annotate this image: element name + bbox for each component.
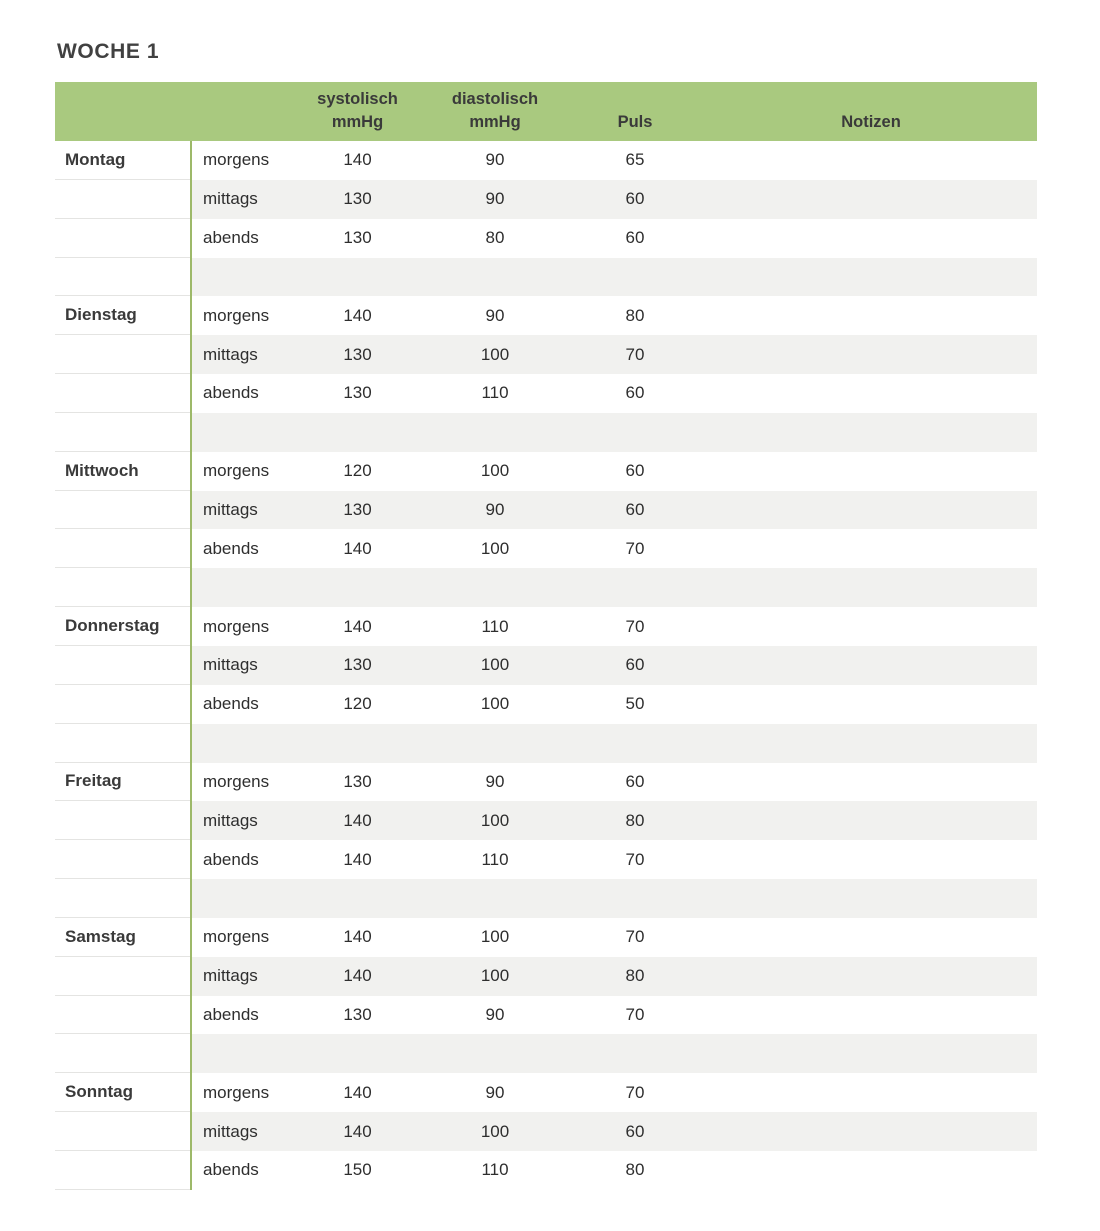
table-row <box>55 646 1037 685</box>
header-diastolic-unit: mmHg <box>469 112 521 131</box>
day-cell-empty <box>55 219 190 258</box>
systolic-value: 140 <box>343 849 372 869</box>
systolic-value: 130 <box>343 771 372 791</box>
table-row <box>55 374 1037 413</box>
separator-cell <box>190 413 290 452</box>
pulse-value: 60 <box>625 771 645 791</box>
time-label: morgens <box>190 763 290 802</box>
diastolic-value: 100 <box>480 461 510 481</box>
systolic-value: 130 <box>343 228 372 248</box>
header-systolic-label: systolisch <box>317 90 398 109</box>
day-label: Montag <box>55 141 190 180</box>
notes-cell <box>705 801 1037 840</box>
pulse-value: 70 <box>565 335 705 374</box>
time-label: abends <box>190 685 290 724</box>
systolic-value: 140 <box>343 927 372 947</box>
day-cell-empty <box>55 180 190 219</box>
day-cell-empty <box>55 801 190 840</box>
day-cell-empty <box>55 1034 190 1073</box>
separator-cell <box>290 568 425 607</box>
day-cell-empty <box>55 491 190 530</box>
notes-cell <box>705 1112 1037 1151</box>
day-cell-empty <box>55 646 190 685</box>
pulse-value: 70 <box>625 1004 645 1024</box>
pulse-value: 70 <box>625 927 645 947</box>
diastolic-value: 100 <box>480 538 510 558</box>
time-label: abends <box>190 840 290 879</box>
systolic-value: 140 <box>343 1082 372 1102</box>
notes-cell <box>705 918 1037 957</box>
header-notes-label: Notizen <box>841 112 901 131</box>
day-label: Donnerstag <box>55 607 190 646</box>
day-cell-empty <box>55 335 190 374</box>
pulse-value: 70 <box>625 1082 645 1102</box>
table-row <box>55 335 1037 374</box>
table-header <box>55 82 1037 141</box>
separator-cell <box>565 258 705 297</box>
header-day-spacer <box>55 82 190 141</box>
separator-cell <box>705 724 1037 763</box>
table-row <box>55 141 1037 180</box>
notes-cell <box>705 141 1037 180</box>
separator-cell <box>190 568 290 607</box>
day-cell-empty <box>55 1112 190 1151</box>
time-label: mittags <box>190 491 290 530</box>
day-cell-empty <box>55 957 190 996</box>
separator-cell <box>705 413 1037 452</box>
separator-cell <box>290 413 425 452</box>
separator-cell <box>425 413 565 452</box>
pulse-value: 60 <box>565 180 705 219</box>
notes-cell <box>705 374 1037 413</box>
day-label: Freitag <box>55 763 190 802</box>
notes-cell <box>705 996 1037 1035</box>
day-label: Mittwoch <box>55 452 190 491</box>
separator-row <box>55 879 1037 918</box>
notes-cell <box>705 452 1037 491</box>
diastolic-value: 100 <box>480 927 510 947</box>
diastolic-value: 90 <box>485 1004 505 1024</box>
table-row <box>55 1112 1037 1151</box>
notes-cell <box>705 646 1037 685</box>
separator-row <box>55 724 1037 763</box>
table-row <box>55 996 1037 1035</box>
day-cell-empty <box>55 1151 190 1190</box>
systolic-value: 140 <box>343 616 372 636</box>
table-row <box>55 801 1037 840</box>
notes-cell <box>705 1151 1037 1190</box>
day-cell-empty <box>55 724 190 763</box>
table-row <box>55 957 1037 996</box>
table-row <box>55 1073 1037 1112</box>
systolic-value: 120 <box>343 461 372 481</box>
table-row <box>55 219 1037 258</box>
time-label: mittags <box>190 335 290 374</box>
diastolic-value: 90 <box>425 180 565 219</box>
header-pulse <box>565 82 705 141</box>
table-row <box>55 529 1037 568</box>
systolic-value: 140 <box>290 1112 425 1151</box>
header-notes <box>705 82 1037 141</box>
diastolic-value: 80 <box>485 228 505 248</box>
day-label: Dienstag <box>55 296 190 335</box>
separator-cell <box>425 879 565 918</box>
pulse-value: 80 <box>565 957 705 996</box>
diastolic-value: 100 <box>425 1112 565 1151</box>
separator-cell <box>705 1034 1037 1073</box>
separator-row <box>55 413 1037 452</box>
pulse-value: 70 <box>625 616 645 636</box>
day-cell-empty <box>55 529 190 568</box>
table-row <box>55 685 1037 724</box>
day-cell-empty <box>55 258 190 297</box>
header-systolic <box>290 82 425 141</box>
separator-cell <box>290 1034 425 1073</box>
notes-cell <box>705 180 1037 219</box>
separator-cell <box>565 568 705 607</box>
table-body <box>55 141 1037 1190</box>
diastolic-value: 100 <box>425 335 565 374</box>
pulse-value: 80 <box>565 801 705 840</box>
notes-cell <box>705 607 1037 646</box>
day-cell-empty <box>55 840 190 879</box>
systolic-value: 140 <box>343 305 372 325</box>
time-label: mittags <box>190 957 290 996</box>
table-row <box>55 840 1037 879</box>
systolic-value: 140 <box>343 538 372 558</box>
diastolic-value: 90 <box>485 305 505 325</box>
time-label: abends <box>190 996 290 1035</box>
systolic-value: 130 <box>290 335 425 374</box>
separator-cell <box>290 724 425 763</box>
systolic-value: 150 <box>343 1160 372 1180</box>
page-title: WOCHE 1 <box>57 40 160 63</box>
separator-cell <box>705 258 1037 297</box>
notes-cell <box>705 1073 1037 1112</box>
notes-cell <box>705 957 1037 996</box>
separator-cell <box>190 724 290 763</box>
separator-cell <box>190 1034 290 1073</box>
day-label: Sonntag <box>55 1073 190 1112</box>
systolic-value: 130 <box>290 646 425 685</box>
pulse-value: 70 <box>625 538 645 558</box>
diastolic-value: 90 <box>485 771 505 791</box>
time-label: abends <box>190 219 290 258</box>
time-label: abends <box>190 1151 290 1190</box>
time-label: mittags <box>190 646 290 685</box>
day-cell-empty <box>55 996 190 1035</box>
time-label: morgens <box>190 1073 290 1112</box>
separator-row <box>55 1034 1037 1073</box>
separator-cell <box>190 258 290 297</box>
time-label: mittags <box>190 180 290 219</box>
header-pulse-label: Puls <box>617 112 653 131</box>
table-row <box>55 918 1037 957</box>
time-label: morgens <box>190 296 290 335</box>
day-label: Samstag <box>55 918 190 957</box>
day-cell-empty <box>55 374 190 413</box>
separator-cell <box>565 724 705 763</box>
table-row <box>55 763 1037 802</box>
diastolic-value: 90 <box>485 150 505 170</box>
diastolic-value: 100 <box>425 801 565 840</box>
separator-cell <box>290 879 425 918</box>
notes-cell <box>705 335 1037 374</box>
blood-pressure-table <box>55 82 1037 1190</box>
separator-cell <box>425 258 565 297</box>
notes-cell <box>705 296 1037 335</box>
day-cell-empty <box>55 413 190 452</box>
pulse-value: 60 <box>625 383 645 403</box>
time-label: morgens <box>190 452 290 491</box>
time-label: abends <box>190 529 290 568</box>
time-label: abends <box>190 374 290 413</box>
day-cell-empty <box>55 568 190 607</box>
table-row <box>55 491 1037 530</box>
table-row <box>55 607 1037 646</box>
notes-cell <box>705 840 1037 879</box>
separator-cell <box>565 413 705 452</box>
separator-cell <box>565 879 705 918</box>
pulse-value: 80 <box>625 1160 645 1180</box>
separator-cell <box>425 724 565 763</box>
separator-cell <box>190 879 290 918</box>
diastolic-value: 100 <box>425 957 565 996</box>
time-label: mittags <box>190 1112 290 1151</box>
diastolic-value: 100 <box>425 646 565 685</box>
separator-cell <box>425 1034 565 1073</box>
diastolic-value: 110 <box>481 616 509 636</box>
separator-cell <box>705 568 1037 607</box>
pulse-value: 60 <box>565 1112 705 1151</box>
day-cell-empty <box>55 879 190 918</box>
notes-cell <box>705 529 1037 568</box>
systolic-value: 130 <box>290 180 425 219</box>
diastolic-value: 90 <box>485 1082 505 1102</box>
header-systolic-unit: mmHg <box>331 112 384 131</box>
table-row <box>55 452 1037 491</box>
header-diastolic <box>425 82 565 141</box>
time-label: morgens <box>190 607 290 646</box>
header-time-spacer <box>190 82 290 141</box>
systolic-value: 140 <box>290 801 425 840</box>
diastolic-value: 110 <box>481 383 509 403</box>
notes-cell <box>705 491 1037 530</box>
diastolic-value: 110 <box>481 849 509 869</box>
separator-cell <box>705 879 1037 918</box>
pulse-value: 80 <box>625 305 645 325</box>
systolic-value: 130 <box>343 1004 372 1024</box>
diastolic-value: 100 <box>480 694 510 714</box>
systolic-value: 130 <box>343 383 372 403</box>
pulse-value: 50 <box>625 694 645 714</box>
separator-cell <box>425 568 565 607</box>
diastolic-value: 90 <box>425 491 565 530</box>
systolic-value: 130 <box>290 491 425 530</box>
systolic-value: 120 <box>343 694 372 714</box>
pulse-value: 70 <box>625 849 645 869</box>
table-row <box>55 296 1037 335</box>
notes-cell <box>705 685 1037 724</box>
time-label: morgens <box>190 918 290 957</box>
notes-cell <box>705 219 1037 258</box>
separator-cell <box>565 1034 705 1073</box>
table-row <box>55 1151 1037 1190</box>
separator-row <box>55 258 1037 297</box>
diastolic-value: 110 <box>481 1160 509 1180</box>
systolic-value: 140 <box>343 150 372 170</box>
pulse-value: 65 <box>625 150 645 170</box>
time-label: morgens <box>190 141 290 180</box>
time-label: mittags <box>190 801 290 840</box>
notes-cell <box>705 763 1037 802</box>
pulse-value: 60 <box>565 491 705 530</box>
table-row <box>55 180 1037 219</box>
pulse-value: 60 <box>565 646 705 685</box>
header-diastolic-label: diastolisch <box>451 90 539 109</box>
pulse-value: 60 <box>625 228 645 248</box>
systolic-value: 140 <box>290 957 425 996</box>
day-cell-empty <box>55 685 190 724</box>
pulse-value: 60 <box>625 461 645 481</box>
separator-row <box>55 568 1037 607</box>
separator-cell <box>290 258 425 297</box>
